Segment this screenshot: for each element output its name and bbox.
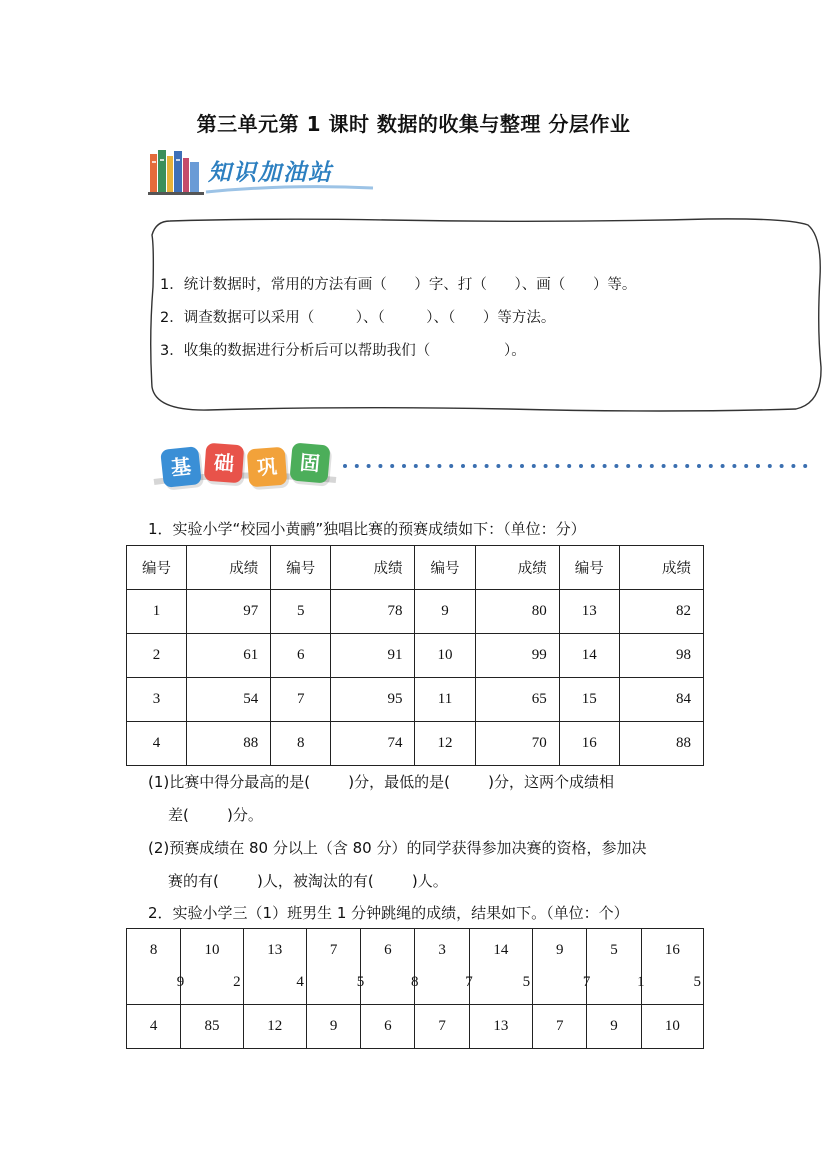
table-cell: 10 (641, 1005, 703, 1049)
question-2-stem: 2．实验小学三（1）班男生 1 分钟跳绳的成绩，结果如下。（单位：个） (148, 904, 629, 922)
cell-overflow-value: 7 (582, 974, 591, 990)
divider-dot (532, 464, 536, 468)
section-banner-basics (150, 440, 350, 490)
cell-value: 5 (610, 942, 618, 958)
divider-dot (614, 464, 618, 468)
table-header-row (127, 546, 704, 590)
divider-dot (744, 464, 748, 468)
header-cell: 成绩 (475, 546, 559, 590)
table-cell: 3 (127, 678, 187, 722)
table-cell: 88 (619, 722, 703, 766)
header-cell: 编号 (127, 546, 187, 590)
divider-dot (780, 464, 784, 468)
divider-dot (662, 464, 666, 468)
divider-dot (390, 464, 394, 468)
cell-value: 6 (384, 942, 392, 958)
divider-dot (709, 464, 713, 468)
divider-dot (544, 464, 548, 468)
table-cell: 95 (331, 678, 415, 722)
table-cell: 97 (187, 590, 271, 634)
divider-dot (756, 464, 760, 468)
divider-dot (426, 464, 430, 468)
dotted-divider (342, 463, 812, 469)
divider-dot (650, 464, 654, 468)
cell-value: 8 (149, 942, 158, 958)
divider-dot (591, 464, 595, 468)
table-cell: 13 (559, 590, 619, 634)
table-cell: 6 (361, 1005, 415, 1049)
knowledge-item-2: 2．调查数据可以采用（ ）、（ ）、（ ）等方法。 (160, 310, 556, 326)
table-cell: 13 (469, 1005, 532, 1049)
table-cell: 8 (271, 722, 331, 766)
divider-dot (414, 464, 418, 468)
divider-dot (803, 464, 807, 468)
divider-dot (355, 464, 359, 468)
divider-dot (673, 464, 677, 468)
table-cell: 5 (271, 590, 331, 634)
table-cell: 82 (619, 590, 703, 634)
table-cell: 12 (243, 1005, 306, 1049)
divider-dot (520, 464, 524, 468)
cell-value: 9 (555, 942, 564, 958)
divider-dot (603, 464, 607, 468)
cell-overflow-value: 7 (465, 974, 473, 990)
question-1-stem: 1．实验小学“校园小黄鹂”独唱比赛的预赛成绩如下：（单位：分） (148, 520, 586, 538)
table-cell: 54 (187, 678, 271, 722)
table-cell: 9 (415, 590, 475, 634)
divider-dot (473, 464, 477, 468)
cell-overflow-value: 5 (522, 974, 531, 990)
table-cell: 12 (415, 722, 475, 766)
jump-rope-table (126, 928, 704, 1049)
cell-overflow-value: 9 (176, 974, 185, 990)
divider-dot (378, 464, 382, 468)
table-cell: 4 (127, 1005, 181, 1049)
table-row (127, 634, 704, 678)
table-cell (641, 929, 703, 1005)
table-cell: 4 (127, 722, 187, 766)
table-cell: 11 (415, 678, 475, 722)
page-title: 第三单元第 1 课时 数据的收集与整理 分层作业 (196, 112, 631, 136)
cell-value: 16 (664, 942, 680, 958)
table-row (127, 929, 704, 1005)
table-cell: 70 (475, 722, 559, 766)
question-1-part-2-line-1: (2)预赛成绩在 80 分以上（含 80 分）的同学获得参加决赛的资格，参加决 (148, 839, 647, 857)
banner-tile-3: 巩 (247, 447, 288, 488)
divider-dot (437, 464, 441, 468)
table-cell: 78 (331, 590, 415, 634)
table-cell: 85 (181, 1005, 243, 1049)
divider-dot (697, 464, 701, 468)
cell-value: 14 (493, 942, 509, 958)
header-cell: 成绩 (331, 546, 415, 590)
cell-value: 3 (438, 942, 446, 958)
section-banner-knowledge: 知识加油站 (208, 160, 333, 186)
divider-dot (638, 464, 642, 468)
cell-value: 7 (329, 942, 338, 958)
divider-dot (449, 464, 453, 468)
table-row (127, 678, 704, 722)
divider-dot (485, 464, 489, 468)
question-1-part-2-line-2: 赛的有( )人，被淘汰的有( )人。 (168, 872, 448, 890)
table-cell: 98 (619, 634, 703, 678)
table-cell: 1 (127, 590, 187, 634)
table-cell: 7 (415, 1005, 469, 1049)
header-cell: 成绩 (619, 546, 703, 590)
header-cell: 成绩 (187, 546, 271, 590)
table-cell: 88 (187, 722, 271, 766)
divider-dot (508, 464, 512, 468)
table-cell: 16 (559, 722, 619, 766)
table-cell: 2 (127, 634, 187, 678)
cell-overflow-value: 5 (693, 974, 701, 990)
header-cell: 编号 (415, 546, 475, 590)
table-cell (469, 929, 532, 1005)
header-cell: 编号 (559, 546, 619, 590)
table-row (127, 590, 704, 634)
divider-dot (768, 464, 772, 468)
divider-dot (367, 464, 371, 468)
table-cell: 65 (475, 678, 559, 722)
divider-dot (685, 464, 689, 468)
cell-value: 10 (204, 942, 220, 958)
divider-dot (555, 464, 559, 468)
banner-tile-4: 固 (289, 442, 330, 483)
divider-dot (721, 464, 725, 468)
cell-value: 13 (267, 942, 283, 958)
divider-dot (402, 464, 406, 468)
table-cell: 10 (415, 634, 475, 678)
divider-dot (626, 464, 630, 468)
knowledge-item-3: 3．收集的数据进行分析后可以帮助我们（ ）。 (160, 343, 526, 359)
table-cell: 14 (559, 634, 619, 678)
table-cell (306, 929, 365, 1005)
table-row (127, 722, 704, 766)
table-cell: 9 (587, 1005, 641, 1049)
score-table (126, 545, 704, 766)
divider-dot (732, 464, 736, 468)
divider-dot (579, 464, 583, 468)
cell-overflow-value: 2 (233, 974, 241, 990)
table-cell: 91 (331, 634, 415, 678)
table-cell (181, 929, 243, 1005)
table-cell: 74 (331, 722, 415, 766)
table-cell: 9 (306, 1005, 360, 1049)
table-row (127, 1005, 704, 1049)
table-cell (127, 929, 185, 1005)
divider-dot (461, 464, 465, 468)
knowledge-item-1: 1．统计数据时，常用的方法有画（ ）字、打（ ）、画（ ）等。 (160, 277, 637, 293)
table-cell (587, 929, 645, 1005)
table-cell: 80 (475, 590, 559, 634)
table-cell: 7 (271, 678, 331, 722)
divider-dot (567, 464, 571, 468)
divider-dot (343, 464, 347, 468)
table-cell (533, 929, 591, 1005)
divider-dot (791, 464, 795, 468)
table-cell (243, 929, 306, 1005)
table-cell: 6 (271, 634, 331, 678)
table-cell: 7 (533, 1005, 587, 1049)
banner-tile-1: 基 (160, 446, 202, 488)
table-cell (361, 929, 419, 1005)
cell-overflow-value: 1 (637, 974, 645, 990)
cell-overflow-value: 4 (296, 974, 304, 990)
table-cell: 15 (559, 678, 619, 722)
table-cell: 99 (475, 634, 559, 678)
header-cell: 编号 (271, 546, 331, 590)
divider-dot (496, 464, 500, 468)
cell-overflow-value: 5 (356, 974, 365, 990)
banner-tile-2: 础 (204, 443, 245, 484)
table-cell: 84 (619, 678, 703, 722)
question-1-part-1-line-1: (1)比赛中得分最高的是( )分，最低的是( )分，这两个成绩相 (148, 773, 614, 791)
question-1-part-1-line-2: 差( )分。 (168, 806, 263, 824)
table-cell: 61 (187, 634, 271, 678)
table-cell (415, 929, 473, 1005)
cell-overflow-value: 8 (410, 974, 419, 990)
